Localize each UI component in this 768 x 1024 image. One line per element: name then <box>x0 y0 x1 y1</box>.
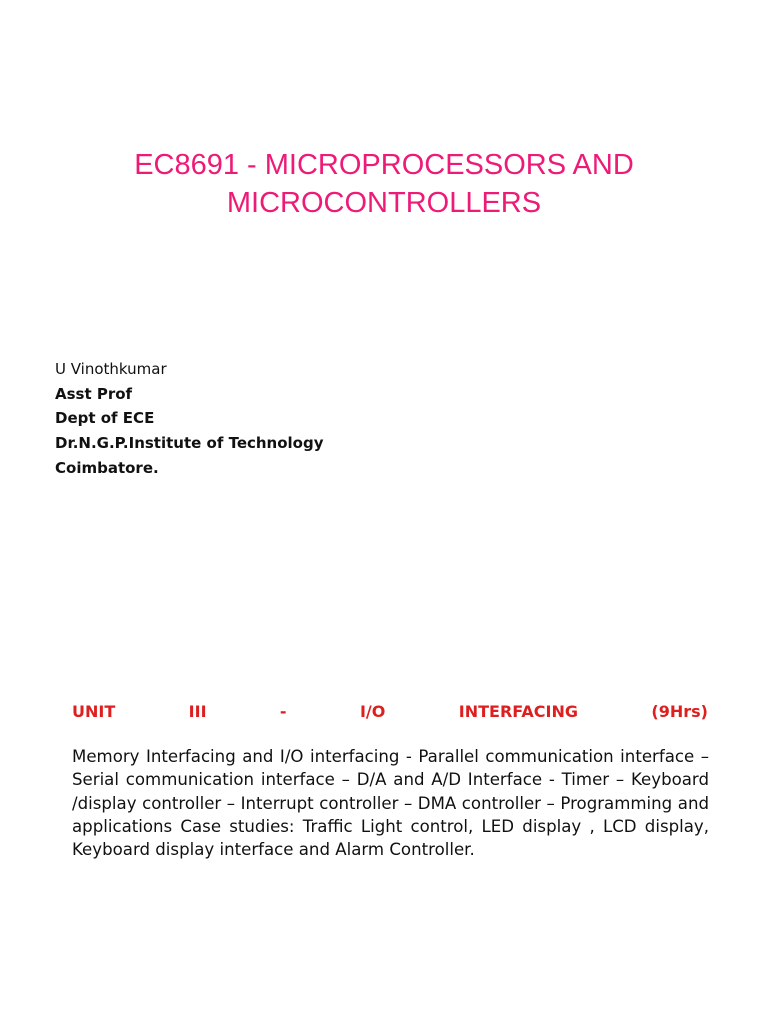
syllabus-text: Memory Interfacing and I/O interfacing - Parallel communication interface – Serial communication interface – D/A and A/D Interface - Timer – Keyboard /display controller – Interrupt controller – DMA controller – Programming and applications Case studies: Traffic Light control, LED display , LCD display, Keyboard display interface and Alarm Controller. <box>72 747 709 860</box>
unit-heading-word: UNIT <box>72 702 116 721</box>
course-title-line-1: EC8691 - MICROPROCESSORS AND <box>134 149 634 181</box>
author-institution: Dr.N.G.P.Institute of Technology <box>55 434 324 453</box>
unit-heading-word: I/O <box>359 702 386 721</box>
author-designation: Asst Prof <box>55 384 133 403</box>
author-city: Coimbatore. <box>55 458 159 477</box>
unit-heading-word: - <box>279 702 287 721</box>
course-title <box>0 146 768 222</box>
unit-heading-word: INTERFACING <box>458 702 578 721</box>
author-department: Dept of ECE <box>55 409 155 428</box>
author-block <box>55 357 475 481</box>
author-name: U Vinothkumar <box>55 360 167 378</box>
course-title-line-2: MICROCONTROLLERS <box>226 187 542 219</box>
unit-heading-word: III <box>188 702 207 721</box>
unit-heading <box>72 700 708 724</box>
unit-heading-word: (9Hrs) <box>651 702 708 721</box>
